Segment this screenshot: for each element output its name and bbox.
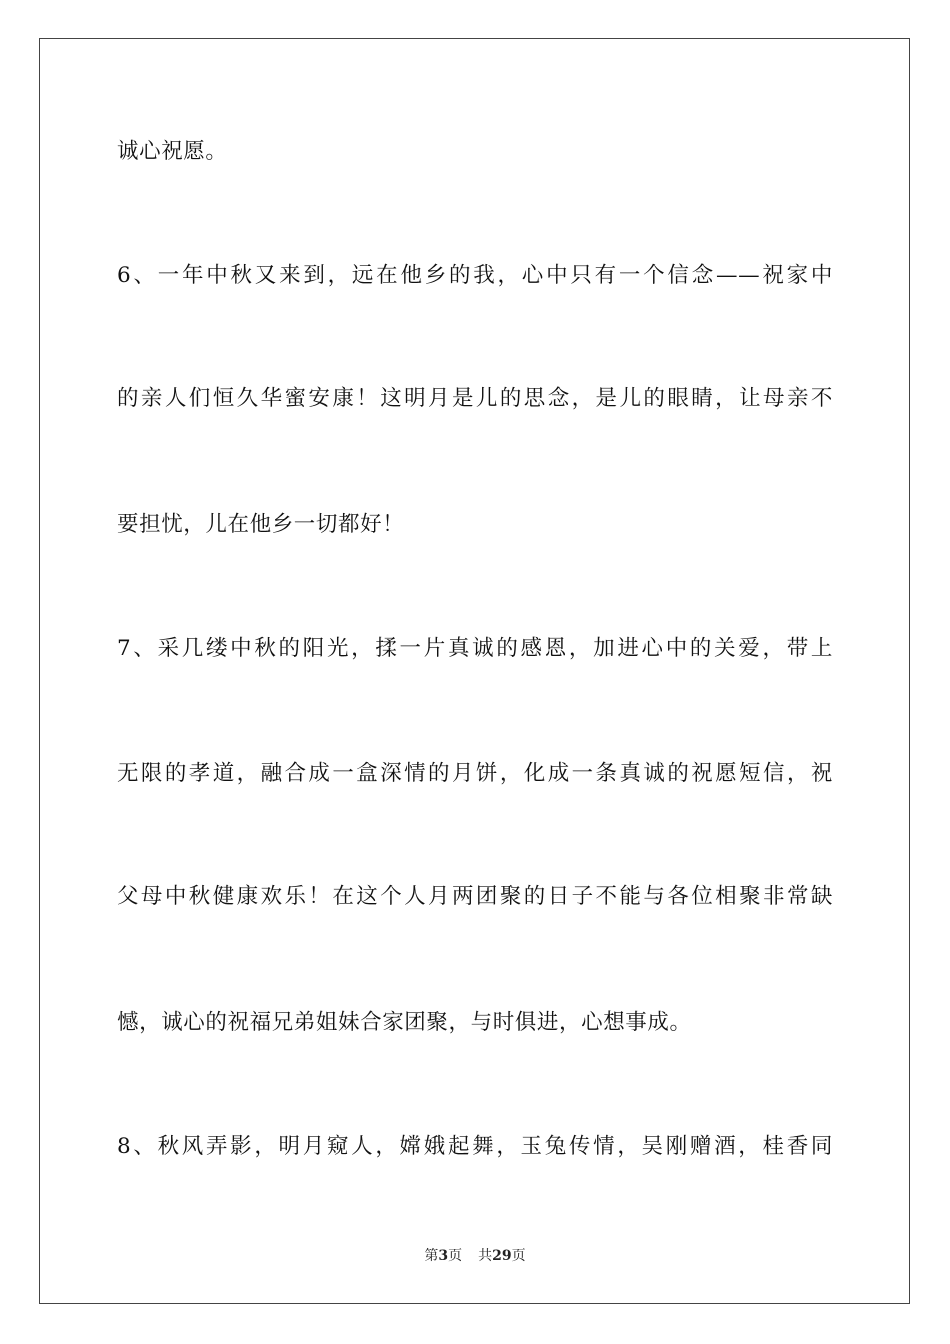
text-line-5: 7、采几缕中秋的阳光，揉一片真诚的感恩，加进心中的关爱，带上 [117, 636, 833, 661]
text-line-7: 父母中秋健康欢乐！在这个人月两团聚的日子不能与各位相聚非常缺 [117, 884, 833, 909]
total-pages: 29 [492, 1248, 512, 1264]
text-line-8: 憾，诚心的祝福兄弟姐妹合家团聚，与时俱进，心想事成。 [117, 1010, 692, 1035]
page-suffix: 页 [448, 1248, 463, 1264]
page-number: 3 [438, 1248, 449, 1264]
text-line-2: 6、一年中秋又来到，远在他乡的我，心中只有一个信念——祝家中 [117, 263, 833, 288]
page-prefix: 第 [424, 1248, 439, 1264]
page-footer [0, 1246, 950, 1266]
text-line-6: 无限的孝道，融合成一盒深情的月饼，化成一条真诚的祝愿短信，祝 [117, 761, 833, 786]
text-line-4: 要担忧，儿在他乡一切都好！ [117, 512, 405, 537]
text-line-1: 诚心祝愿。 [117, 139, 228, 164]
total-prefix: 共 [478, 1248, 493, 1264]
page-border [39, 38, 910, 1304]
text-line-9: 8、秋风弄影，明月窥人，嫦娥起舞，玉兔传情，吴刚赠酒，桂香同 [117, 1134, 833, 1159]
text-line-3: 的亲人们恒久华蜜安康！这明月是儿的思念，是儿的眼睛，让母亲不 [117, 386, 833, 411]
total-suffix: 页 [511, 1248, 526, 1264]
